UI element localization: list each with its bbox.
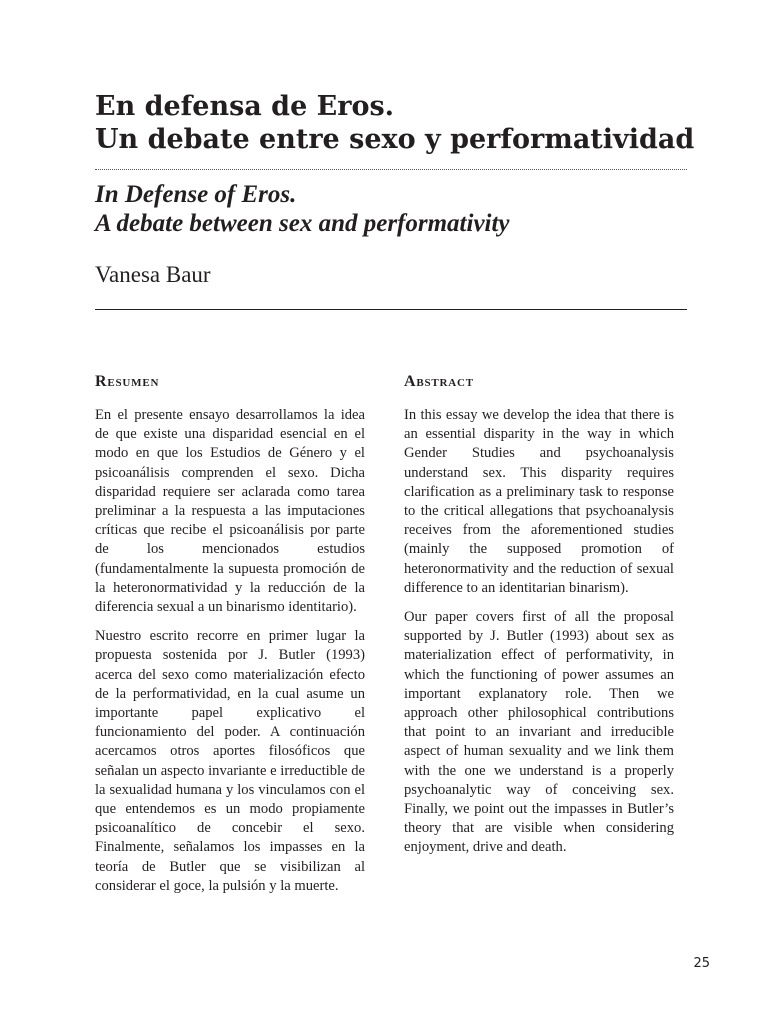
page-number: 25 xyxy=(693,956,710,971)
resumen-heading: Resumen xyxy=(95,373,160,390)
spanish-title-line-2: Un debate entre sexo y performatividad xyxy=(95,124,695,155)
spanish-title xyxy=(95,90,715,156)
abstract-paragraph-2: Our paper covers first of all the proposal supported by J. Butler (1993) about sex as materialization effect of performativity, in which the functioning of power assumes an important explanatory role. Then we approach other philosophical contributions that point to an invariant and irreducible aspect of human sexuality and we link them with the one we understand is a properly psychoanalytic way of conceiving sex. Finally, we point out the impasses in Butler’s theory that are visible when considering enjoyment, drive and death. xyxy=(404,609,674,856)
resumen-paragraph-1: En el presente ensayo desarrollamos la idea de que existe una disparidad esencial en el modo en que los Estudios de Género y el psicoanálisis comprenden el sexo. Dicha disparidad requiere ser aclarada como tarea preliminar a la respuesta a las imputaciones críticas que recibe el psicoanálisis por parte de los mencionados estudios (fundamentalmente la supuesta promoción de la heteronormatividad y la reducción de la diferencia sexual a un binarismo identitario). xyxy=(95,407,365,616)
english-title-line-1: In Defense of Eros. xyxy=(95,181,297,208)
english-title-line-2: A debate between sex and performativity xyxy=(95,210,510,237)
resumen-paragraph-2: Nuestro escrito recorre en primer lugar la propuesta sostenida por J. Butler (1993) acerca del sexo como materialización efecto de la performatividad, en la cual asume un importante papel explicativo el funcionamiento del poder. A continuación acercamos otros aportes filosóficos que señalan un aspecto invariante e irreductible de la sexualidad humana y los vinculamos con el que entendemos es un modo propiamente psicoanalítico de concebir el sexo. Finalmente, señalamos los impasses en la teoría de Butler que se visibilizan al considerar el goce, la pulsión y la muerte. xyxy=(95,628,365,894)
abstract-paragraph-1: In this essay we develop the idea that there is an essential disparity in the way in which Gender Studies and psychoanalysis understand sex. This disparity requires clarification as a preliminary task to response to the critical allegations that psychoanalysis receives from the aforementioned studies (mainly the supposed promotion of heteronormativity and the reduction of sexual difference to an identitarian binarism). xyxy=(404,407,674,596)
spanish-title-line-1: En defensa de Eros. xyxy=(95,91,395,122)
abstract-section xyxy=(404,372,674,868)
abstract-heading: Abstract xyxy=(404,373,474,390)
author-name: Vanesa Baur xyxy=(95,262,211,287)
dotted-divider xyxy=(95,169,687,170)
resumen-section xyxy=(95,372,365,906)
english-title xyxy=(95,180,715,238)
solid-divider xyxy=(95,309,687,310)
